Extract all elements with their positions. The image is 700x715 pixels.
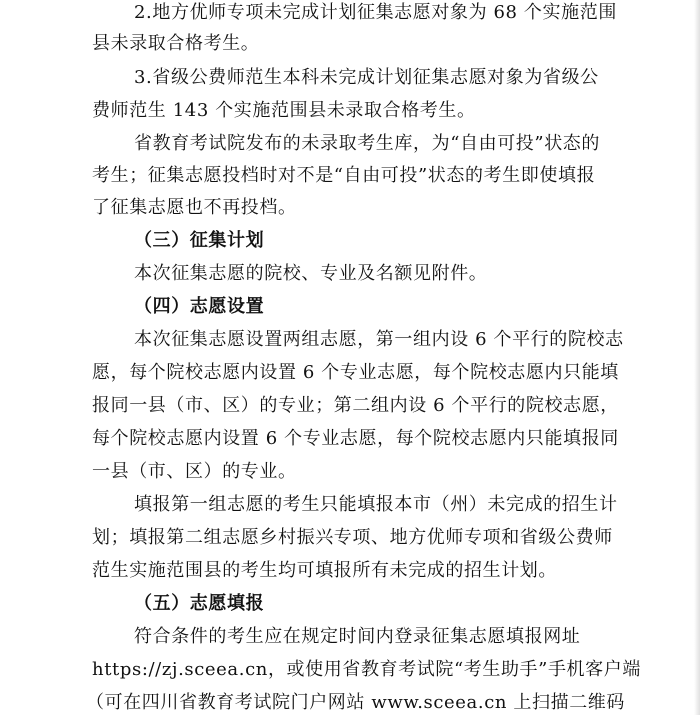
text-line: 3.省级公费师范生本科未完成计划征集志愿对象为省级公 bbox=[134, 67, 599, 88]
section-heading: （五）志愿填报 bbox=[134, 593, 265, 614]
text-line: 2.地方优师专项未完成计划征集志愿对象为 68 个实施范围 bbox=[134, 2, 617, 23]
text-line: 符合条件的考生应在规定时间内登录征集志愿填报网址 bbox=[134, 626, 581, 647]
text-line: 报同一县（市、区）的专业；第二组内设 6 个平行的院校志愿， bbox=[92, 395, 619, 416]
text-line: 划；填报第二组志愿乡村振兴专项、地方优师专项和省级公费师 bbox=[92, 527, 613, 548]
text-line: 省教育考试院发布的未录取考生库，为“自由可投”状态的 bbox=[134, 133, 601, 154]
text-line: （可在四川省教育考试院门户网站 www.sceea.cn 上扫描二维码 bbox=[86, 692, 625, 713]
text-line: 本次征集志愿设置两组志愿，第一组内设 6 个平行的院校志 bbox=[134, 329, 624, 350]
page-edge-shadow bbox=[694, 0, 700, 715]
text-line: 考生；征集志愿投档时对不是“自由可投”状态的考生即使填报 bbox=[92, 165, 596, 186]
text-line: 范生实施范围县的考生均可填报所有未完成的招生计划。 bbox=[92, 560, 557, 581]
text-line: 愿，每个院校志愿内设置 6 个专业志愿，每个院校志愿内只能填 bbox=[92, 362, 619, 383]
text-line: https://zj.sceea.cn，或使用省教育考试院“考生助手”手机客户端 bbox=[92, 659, 641, 680]
text-line: 每个院校志愿内设置 6 个专业志愿，每个院校志愿内只能填报同 bbox=[92, 428, 619, 449]
text-line: 费师范生 143 个实施范围县未录取合格考生。 bbox=[92, 100, 476, 121]
text-line: 了征集志愿也不再投档。 bbox=[92, 197, 297, 218]
section-heading: （三）征集计划 bbox=[134, 230, 265, 251]
text-line: 一县（市、区）的专业。 bbox=[92, 461, 297, 482]
text-line: 本次征集志愿的院校、专业及名额见附件。 bbox=[134, 263, 488, 284]
text-line: 填报第一组志愿的考生只能填报本市（州）未完成的招生计 bbox=[134, 494, 618, 515]
section-heading: （四）志愿设置 bbox=[134, 296, 265, 317]
text-line: 县未录取合格考生。 bbox=[92, 33, 260, 54]
